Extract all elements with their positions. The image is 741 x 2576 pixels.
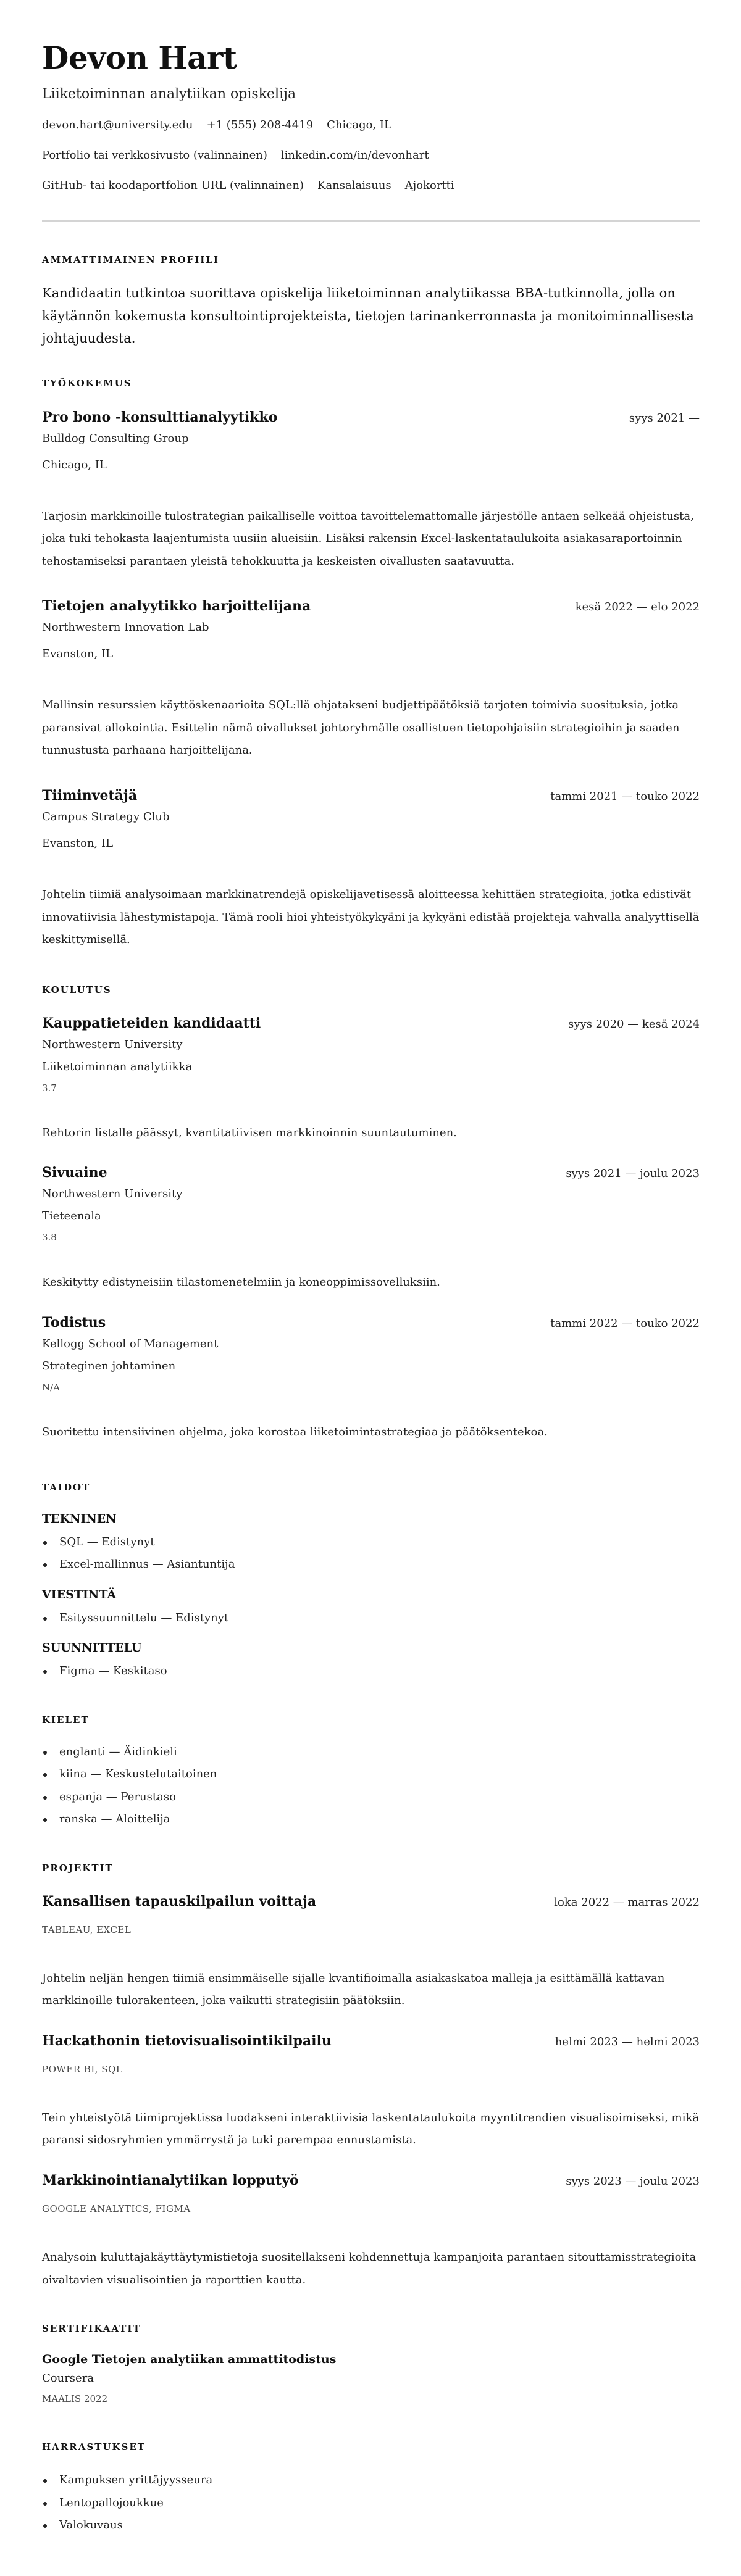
language-item: englanti — Äidinkieli — [42, 1741, 700, 1764]
job-description: Johtelin tiimiä analysoimaan markkinatrendejä opiskelijavetisessä aloitteessa kehittäen strategioita, jotka edistivät innovatiivisia lähestymistapoja. Tämä rooli hioi yhteistyökykyäni ja kykyäni edistää projekteja vahvalla analyyttisellä keskittymisellä. — [42, 888, 700, 947]
company: Northwestern Innovation Lab — [42, 621, 209, 634]
section-heading-skills: TAIDOT — [42, 1481, 91, 1493]
experience-entry — [42, 407, 700, 573]
language-item: kiina — Keskustelutaitoinen — [42, 1763, 700, 1786]
project-entry — [42, 2031, 700, 2152]
section-heading-profile: AMMATTIMAINEN PROFIILI — [42, 254, 219, 265]
job-dates: kesä 2022 — elo 2022 — [575, 600, 700, 614]
entry-header — [42, 1013, 700, 1034]
job-dates: tammi 2021 — touko 2022 — [550, 790, 700, 804]
skill-list — [42, 1607, 700, 1630]
degree-dates: syys 2020 — kesä 2024 — [568, 1017, 700, 1031]
section-heading-projects: PROJEKTIT — [42, 1862, 114, 1874]
language-list — [42, 1741, 700, 1831]
skill-item: Esityssuunnittelu — Edistynyt — [42, 1607, 700, 1630]
gpa: 3.7 — [42, 1082, 57, 1094]
project-title: Markkinointianalytiikan lopputyö — [42, 2172, 299, 2188]
school: Northwestern University — [42, 1037, 183, 1051]
interest-item: Lentopallojoukkue — [42, 2492, 700, 2515]
field-of-study: Tieteenala — [42, 1210, 101, 1223]
contact-item: linkedin.com/in/devonhart — [280, 149, 429, 162]
field-of-study: Strateginen johtaminen — [42, 1360, 176, 1373]
resume-page — [42, 0, 700, 2537]
field-of-study: Liiketoiminnan analytiikka — [42, 1060, 193, 1073]
project-entry — [42, 1892, 700, 2013]
degree-title: Todistus — [42, 1315, 106, 1331]
skill-item: Figma — Keskitaso — [42, 1660, 700, 1683]
entry-header — [42, 1163, 700, 1184]
entry-header — [42, 2171, 700, 2192]
certification-issuer: Coursera — [42, 2372, 94, 2385]
contact-row — [42, 147, 700, 164]
education-description: Rehtorin listalle päässyt, kvantitatiivisen markkinoinnin suuntautuminen. — [42, 1126, 457, 1139]
education-description: Suoritettu intensiivinen ohjelma, joka korostaa liiketoimintastrategiaa ja päätöksentekoa. — [42, 1426, 548, 1439]
degree-title: Kauppatieteiden kandidaatti — [42, 1015, 261, 1031]
profile-summary: Kandidaatin tutkintoa suorittava opiskelija liiketoiminnan analytiikassa BBA-tutkinnolla, jolla on käytännön kokemusta konsultointiprojekteista, tietojen tarinankerronnasta ja monitoiminnallisesta johtajuudesta. — [42, 286, 694, 346]
skill-item: Excel-mallinnus — Asiantuntija — [42, 1553, 700, 1576]
entry-header — [42, 1892, 700, 1913]
education-entry — [42, 1313, 700, 1444]
gpa: N/A — [42, 1382, 61, 1394]
job-title: Pro bono -konsulttianalyytikko — [42, 409, 278, 425]
project-title: Kansallisen tapauskilpailun voittaja — [42, 1893, 317, 1909]
project-technologies: GOOGLE ANALYTICS, FIGMA — [42, 2203, 191, 2214]
skill-group-heading: TEKNINEN — [42, 1511, 117, 1526]
school: Northwestern University — [42, 1187, 183, 1201]
degree-title: Sivuaine — [42, 1165, 107, 1181]
job-description: Tarjosin markkinoille tulostrategian paikalliselle voittoa tavoittelemattomalle järjestölle antaen selkeää ohjeistusta, joka tuki tehokasta laajentumista uusiin alueisiin. Lisäksi rakensin Excel-laskentataulukoita asiakasaraportoinnin tehostamiseksi parantaen yleistä tehokkuutta ja keskeisten oivallusten saatavuutta. — [42, 509, 694, 568]
project-title: Hackathonin tietovisualisointikilpailu — [42, 2032, 332, 2049]
skill-group-heading: SUUNNITTELU — [42, 1641, 142, 1655]
section-heading-education: KOULUTUS — [42, 984, 112, 995]
divider — [42, 220, 700, 222]
location: Chicago, IL — [42, 458, 107, 472]
education-entry — [42, 1013, 700, 1145]
certification-title: Google Tietojen analytiikan ammattitodistus — [42, 2353, 337, 2367]
certification-entry — [42, 2351, 700, 2409]
project-description: Tein yhteistyötä tiimiprojektissa luodakseni interaktiivisia laskentataulukoita myyntitrendien visualisoimiseksi, mikä paransi sidosryhmien ymmärrystä ja tuki parempaa ennustamista. — [42, 2111, 700, 2147]
section-heading-interests: HARRASTUKSET — [42, 2441, 146, 2453]
certification-date: MAALIS 2022 — [42, 2393, 108, 2405]
contact-item: +1 (555) 208-4419 — [206, 118, 314, 131]
company: Campus Strategy Club — [42, 810, 170, 824]
section-heading-languages: KIELET — [42, 1714, 90, 1726]
interest-item: Valokuvaus — [42, 2514, 700, 2537]
project-dates: syys 2023 — joulu 2023 — [566, 2175, 700, 2188]
degree-dates: syys 2021 — joulu 2023 — [566, 1167, 700, 1181]
project-description: Johtelin neljän hengen tiimiä ensimmäiselle sijalle kvantifioimalla asiakaskatoa malleja ja esittämällä kattavan markkinoille tulorakenteen, joka vaikutti strategisiin päätöksiin. — [42, 1971, 665, 2008]
job-dates: syys 2021 — — [629, 411, 700, 425]
language-item: espanja — Perustaso — [42, 1786, 700, 1809]
headline: Liiketoiminnan analytiikan opiskelija — [42, 86, 296, 102]
contact-item: devon.hart@university.edu — [42, 118, 193, 131]
section-heading-experience: TYÖKOKEMUS — [42, 377, 132, 389]
interest-list — [42, 2469, 700, 2537]
project-description: Analysoin kuluttajakäyttäytymistietoja suositellakseni kohdennettuja kampanjoita parantaen sitouttamisstrategioita oivaltavien visualisointien ja raporttien kautta. — [42, 2251, 697, 2287]
school: Kellogg School of Management — [42, 1337, 219, 1351]
entry-header — [42, 2031, 700, 2052]
project-entry — [42, 2171, 700, 2291]
skill-list — [42, 1531, 700, 1576]
entry-header — [42, 596, 700, 617]
job-title: Tietojen analyytikko harjoittelijana — [42, 598, 311, 615]
contact-item: Portfolio tai verkkosivusto (valinnainen) — [42, 149, 267, 162]
location: Evanston, IL — [42, 647, 114, 661]
contact-item: GitHub- tai koodaportfolion URL (valinnainen) — [42, 179, 304, 192]
language-item: ranska — Aloittelija — [42, 1808, 700, 1831]
contact-row — [42, 117, 700, 133]
education-entry — [42, 1163, 700, 1294]
contact-item: Ajokortti — [404, 179, 454, 192]
project-technologies: POWER BI, SQL — [42, 2063, 123, 2075]
experience-entry — [42, 786, 700, 952]
experience-entry — [42, 596, 700, 762]
contact-row — [42, 178, 700, 194]
skill-list — [42, 1660, 700, 1683]
degree-dates: tammi 2022 — touko 2022 — [550, 1317, 700, 1331]
contact-item: Kansalaisuus — [317, 179, 391, 192]
location: Evanston, IL — [42, 837, 114, 850]
contact-item: Chicago, IL — [327, 118, 391, 131]
project-dates: loka 2022 — marras 2022 — [554, 1895, 700, 1909]
skill-item: SQL — Edistynyt — [42, 1531, 700, 1554]
skill-group-heading: VIESTINTÄ — [42, 1587, 117, 1602]
company: Bulldog Consulting Group — [42, 431, 189, 445]
entry-header — [42, 1313, 700, 1334]
section-heading-certifications: SERTIFIKAATIT — [42, 2323, 141, 2335]
project-technologies: TABLEAU, EXCEL — [42, 1924, 132, 1935]
entry-header — [42, 407, 700, 428]
job-title: Tiiminvetäjä — [42, 787, 138, 804]
entry-header — [42, 786, 700, 807]
interest-item: Kampuksen yrittäjyysseura — [42, 2469, 700, 2492]
education-description: Keskitytty edistyneisiin tilastomenetelmiin ja koneoppimissovelluksiin. — [42, 1276, 440, 1289]
job-description: Mallinsin resurssien käyttöskenaarioita SQL:llä ohjatakseni budjettipäätöksiä tarjoten toimivia suosituksia, jotka paransivat allokointia. Esittelin nämä oivallukset johtoryhmälle osallistuen tietopohjaisiin strategioihin ja saaden tunnustusta parhaana harjoittelijana. — [42, 699, 680, 757]
gpa: 3.8 — [42, 1232, 57, 1244]
candidate-name: Devon Hart — [42, 39, 237, 76]
project-dates: helmi 2023 — helmi 2023 — [555, 2035, 700, 2048]
